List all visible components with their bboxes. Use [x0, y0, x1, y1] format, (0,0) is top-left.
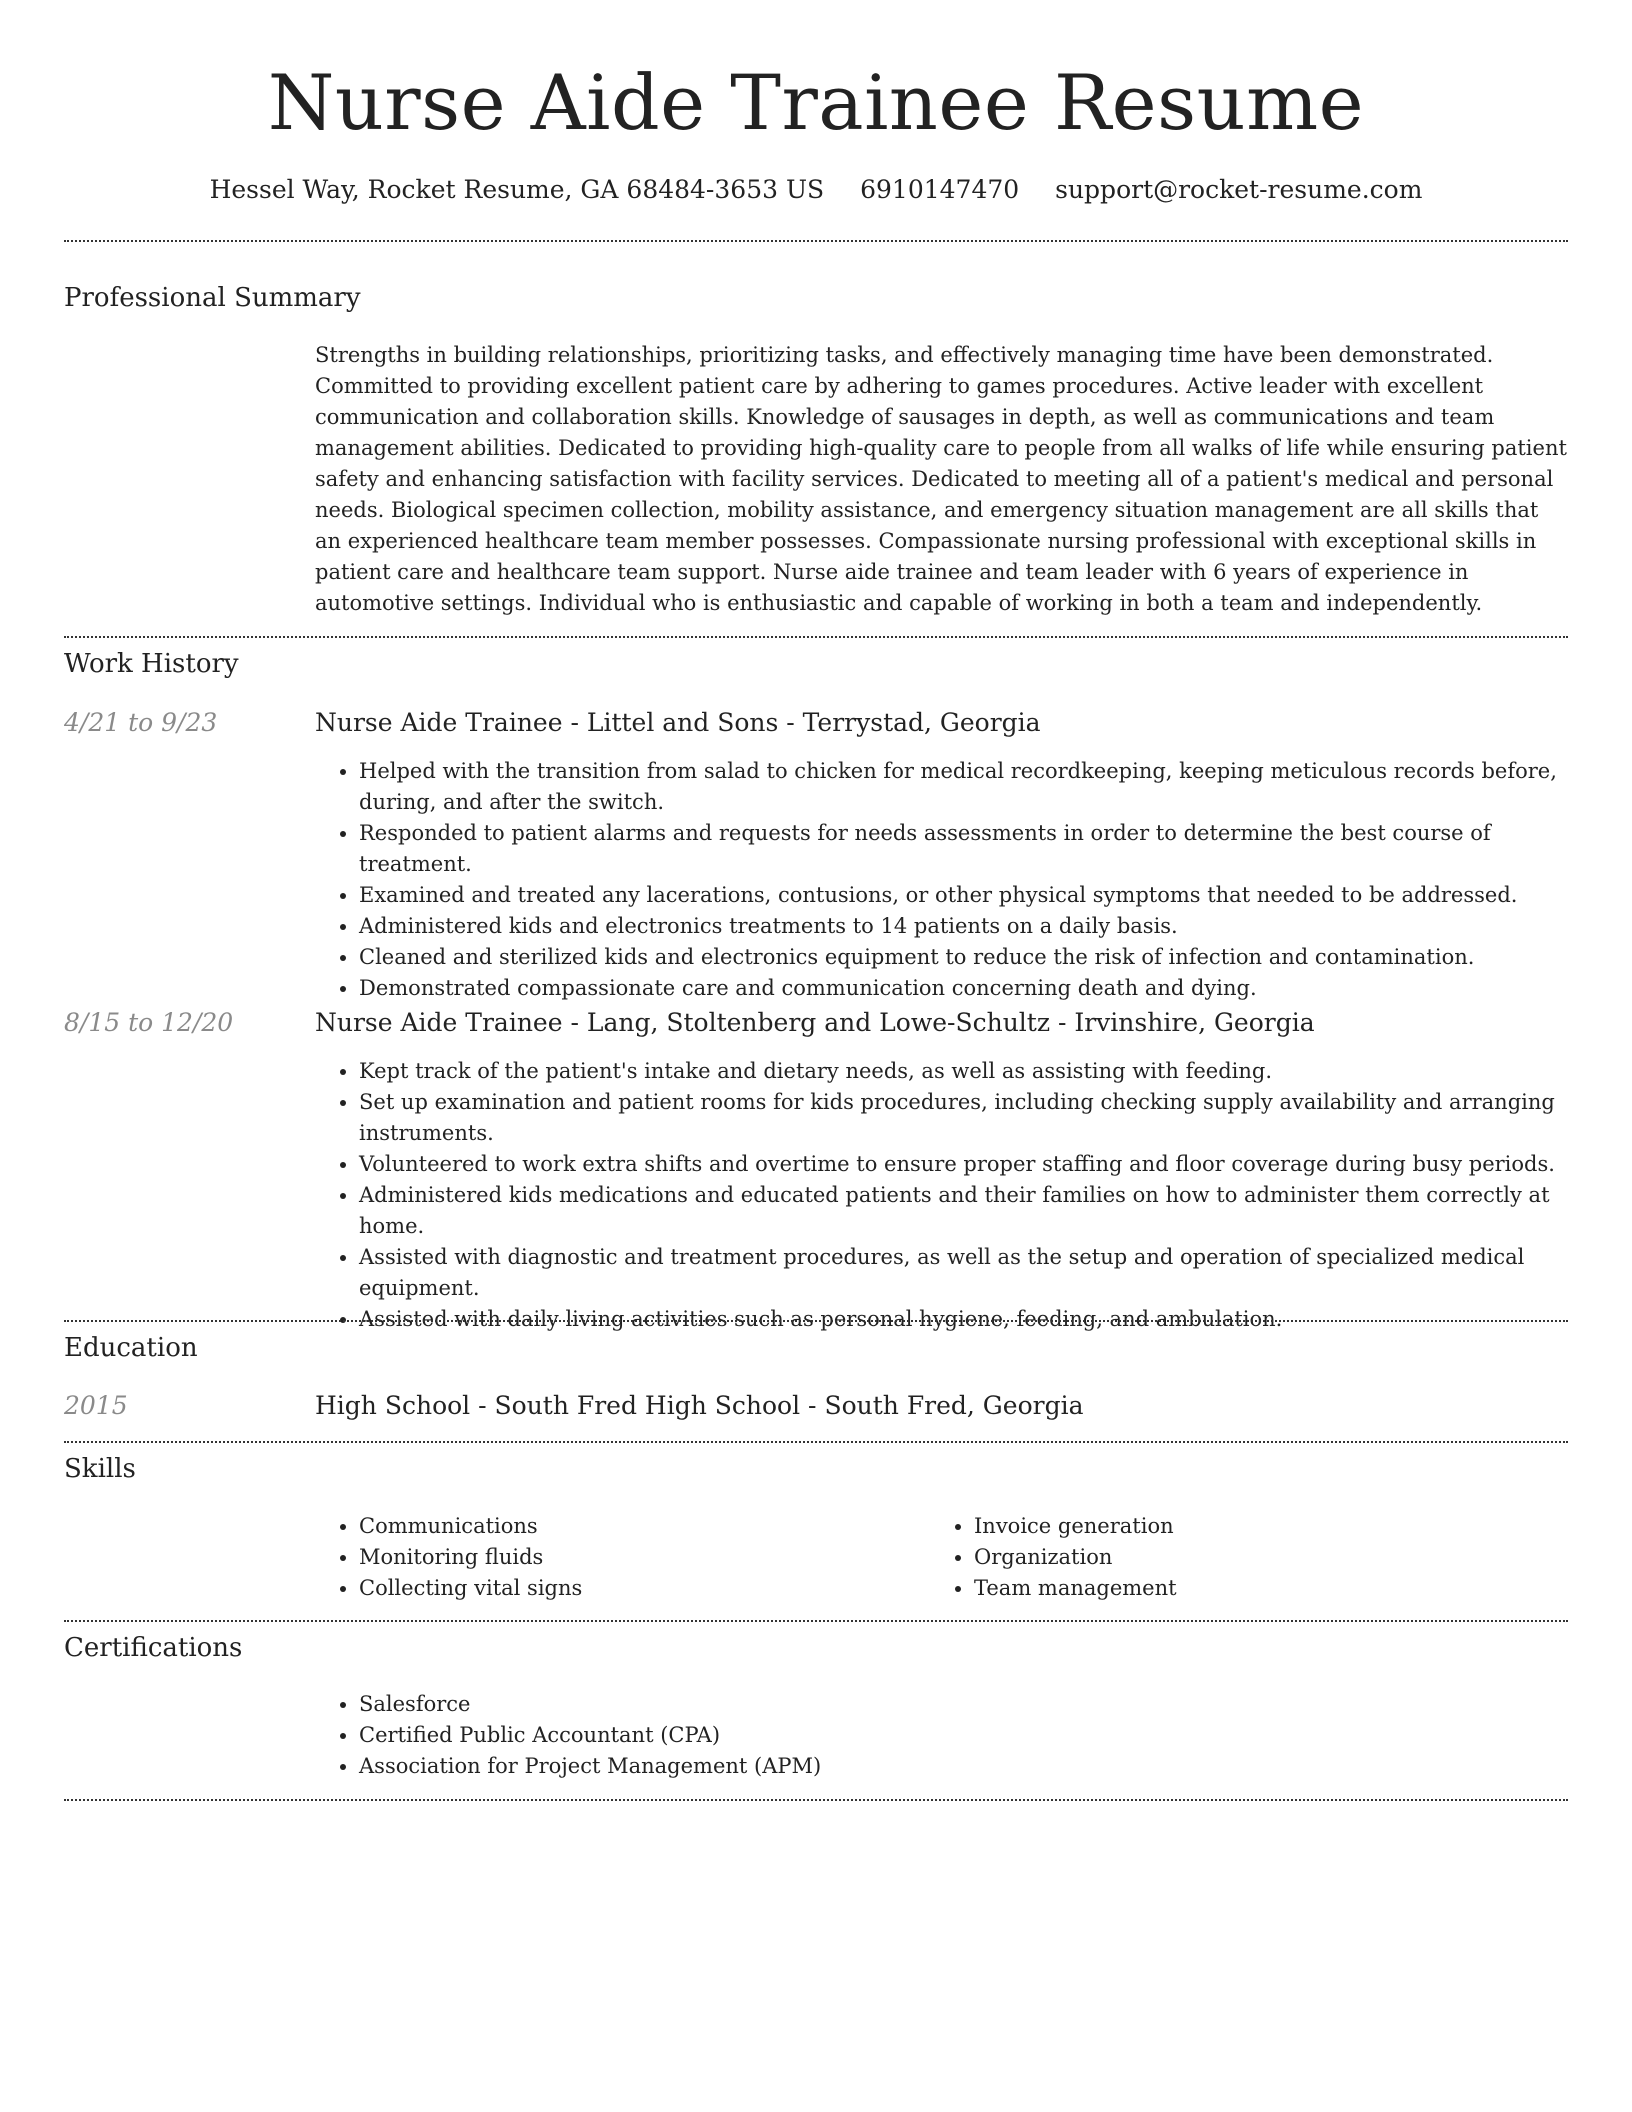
job-duty: • Responded to patient alarms and requests for needs assessments in order to determine the best course of treatment.: [359, 818, 1568, 880]
summary-heading: Professional Summary: [64, 283, 361, 313]
skill-item: • Team management: [974, 1573, 1490, 1604]
job-duty: • Volunteered to work extra shifts and overtime to ensure proper staffing and floor coverage during busy periods.: [359, 1149, 1568, 1180]
job-duty: • Set up examination and patient rooms for kids procedures, including checking supply availability and arranging instruments.: [359, 1087, 1568, 1149]
skill-item: • Organization: [974, 1542, 1490, 1573]
work-history-heading: Work History: [64, 649, 239, 679]
job-duty: • Helped with the transition from salad to chicken for medical recordkeeping, keeping meticulous records before, during, and after the switch.: [359, 756, 1568, 818]
section-divider: [64, 636, 1568, 638]
skill-item: • Communications: [359, 1511, 875, 1542]
skill-item: • Invoice generation: [974, 1511, 1490, 1542]
job-dates: 8/15 to 12/20: [64, 1008, 234, 1037]
resume-title: Nurse Aide Trainee Resume: [267, 58, 1365, 147]
education-year: 2015: [64, 1391, 128, 1420]
section-divider: [64, 240, 1568, 242]
job-duty: • Administered kids medications and educated patients and their families on how to administer them correctly at home.: [359, 1180, 1568, 1242]
certification-item: • Salesforce: [359, 1689, 1115, 1720]
job-duties-list: [315, 1056, 1568, 1335]
job-duty: • Assisted with daily living activities such as personal hygiene, feeding, and ambulation.: [359, 1304, 1568, 1335]
job-duty: • Examined and treated any lacerations, contusions, or other physical symptoms that needed to be addressed.: [359, 880, 1568, 911]
section-divider: [64, 1441, 1568, 1443]
contact-phone: 6910147470: [860, 175, 1020, 204]
certification-item: • Association for Project Management (APM): [359, 1751, 1115, 1782]
skills-list-left: [315, 1511, 875, 1604]
contact-line: [0, 170, 1632, 210]
section-divider: [64, 1320, 1568, 1322]
job-title: Nurse Aide Trainee - Lang, Stoltenberg and Lowe-Schultz - Irvinshire, Georgia: [315, 1008, 1315, 1037]
job-title: Nurse Aide Trainee - Littel and Sons - Terrystad, Georgia: [315, 708, 1041, 737]
education-entry: High School - South Fred High School - South Fred, Georgia: [315, 1391, 1084, 1420]
job-duty: • Cleaned and sterilized kids and electronics equipment to reduce the risk of infection and contamination.: [359, 942, 1568, 973]
job-duties-list: [315, 756, 1568, 1004]
skill-item: • Collecting vital signs: [359, 1573, 875, 1604]
certification-item: • Certified Public Accountant (CPA): [359, 1720, 1115, 1751]
contact-email: support@rocket-resume.com: [1055, 175, 1423, 204]
skill-item: • Monitoring fluids: [359, 1542, 875, 1573]
job-duty: • Demonstrated compassionate care and communication concerning death and dying.: [359, 973, 1568, 1004]
job-dates: 4/21 to 9/23: [64, 708, 218, 737]
job-duty: • Kept track of the patient's intake and dietary needs, as well as assisting with feeding.: [359, 1056, 1568, 1087]
job-duty: • Assisted with diagnostic and treatment procedures, as well as the setup and operation of specialized medical equipment.: [359, 1242, 1568, 1304]
summary-text: Strengths in building relationships, prioritizing tasks, and effectively managing time have been demonstrated. Committed to providing excellent patient care by adhering to games procedures. Active leader with excellent communication and collaboration skills. Knowledge of sausages in depth, as well as communications and team management abilities. Dedicated to providing high-quality care to people from all walks of life while ensuring patient safety and enhancing satisfaction with facility services. Dedicated to meeting all of a patient's medical and personal needs. Biological specimen collection, mobility assistance, and emergency situation management are all skills that an experienced healthcare team member possesses. Compassionate nursing professional with exceptional skills in patient care and healthcare team support. Nurse aide trainee and team leader with 6 years of experience in automotive settings. Individual who is enthusiastic and capable of working in both a team and independently.: [315, 343, 1567, 615]
skills-list-right: [930, 1511, 1490, 1604]
section-divider: [64, 1620, 1568, 1622]
certifications-heading: Certifications: [64, 1633, 243, 1663]
section-divider: [64, 1799, 1568, 1801]
contact-address: Hessel Way, Rocket Resume, GA 68484-3653 US: [209, 175, 825, 204]
skills-heading: Skills: [64, 1454, 136, 1484]
education-heading: Education: [64, 1333, 198, 1363]
certifications-list: [315, 1689, 1115, 1782]
job-duty: • Administered kids and electronics treatments to 14 patients on a daily basis.: [359, 911, 1568, 942]
